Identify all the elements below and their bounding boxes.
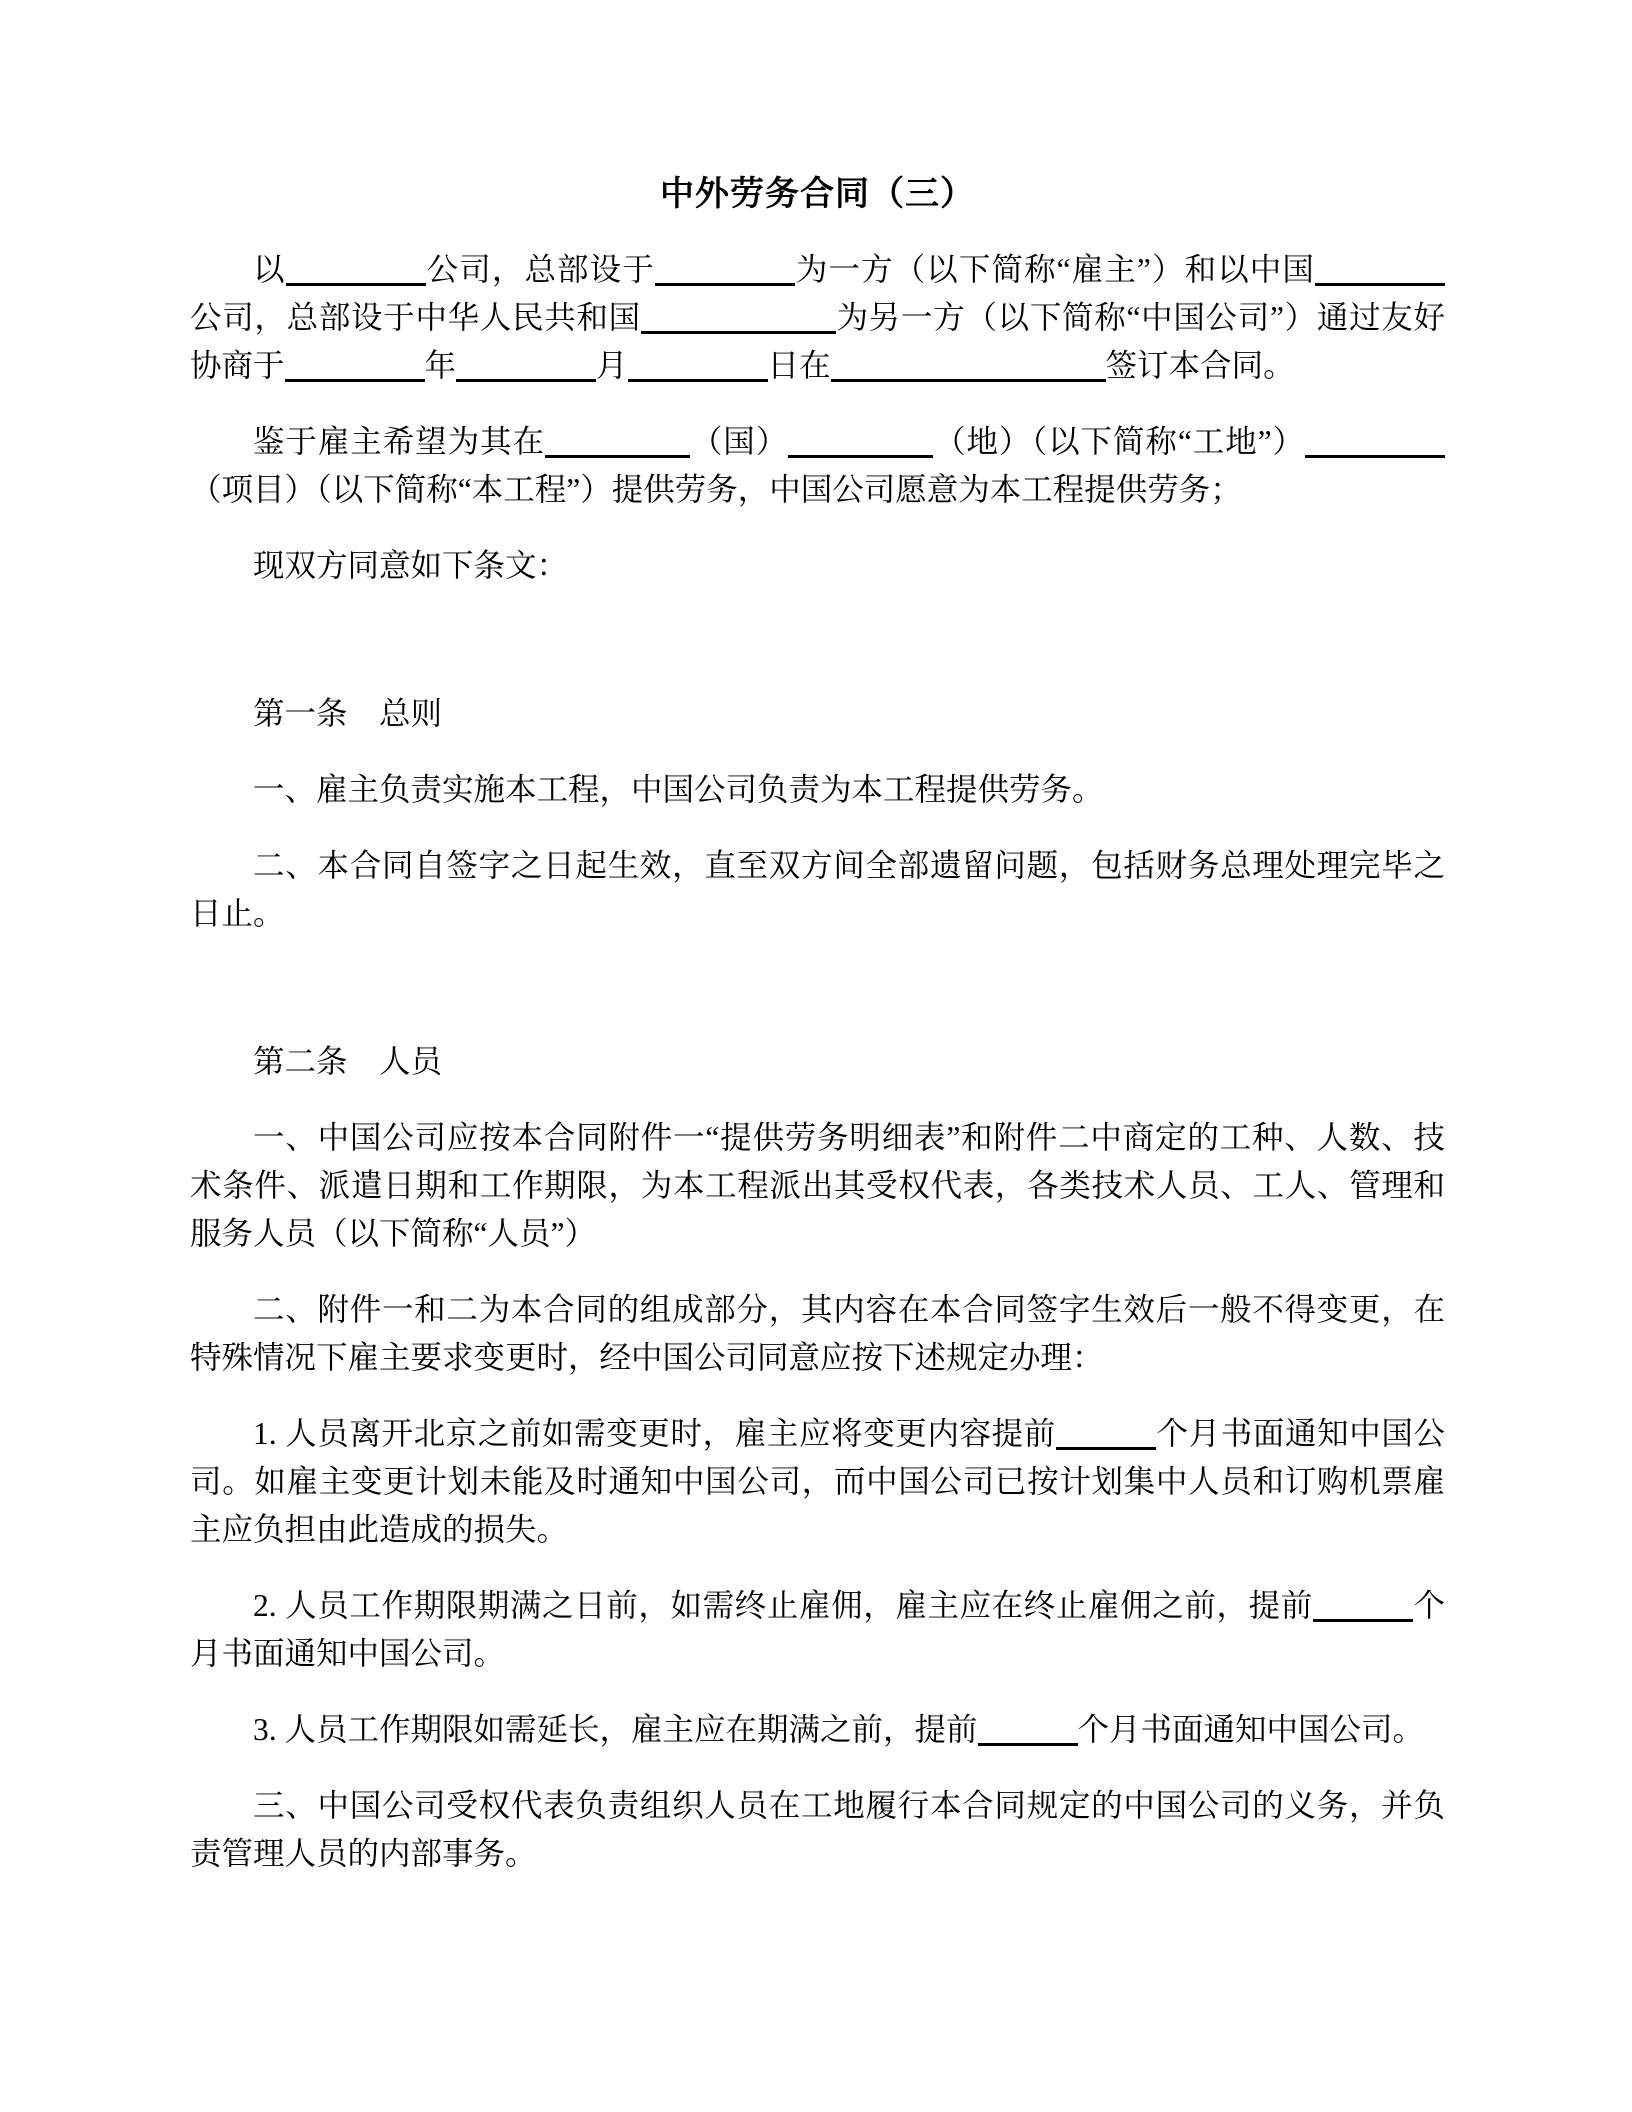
article-2-heading: 第二条 人员 bbox=[253, 1044, 443, 1079]
fill-in-blank bbox=[285, 371, 425, 382]
article-2-item-2-sub-3: 3. 人员工作期限如需延长，雇主应在期满之前，提前 个月书面通知中国公司。 bbox=[253, 1712, 1425, 1747]
article-1-item-2: 二、本合同自签字之日起生效，直至双方间全部遗留问题，包括财务总理处理完毕之日止。 bbox=[190, 848, 1445, 931]
article-2-item-3: 三、中国公司受权代表负责组织人员在工地履行本合同规定的中国公司的义务，并负责管理人员的内部事务。 bbox=[190, 1788, 1445, 1871]
fill-in-blank bbox=[286, 275, 426, 286]
fill-in-blank bbox=[545, 447, 690, 458]
fill-in-blank bbox=[831, 371, 1106, 382]
fill-in-blank bbox=[1313, 1611, 1413, 1622]
article-1-item-1: 一、雇主负责实施本工程，中国公司负责为本工程提供劳务。 bbox=[253, 772, 1104, 807]
fill-in-blank bbox=[1056, 1439, 1156, 1450]
fill-in-blank bbox=[788, 447, 933, 458]
article-2-item-2-sub-2: 2. 人员工作期限期满之日前，如需终止雇佣，雇主应在终止雇佣之前，提前 个月书面通知中国公司。 bbox=[190, 1588, 1445, 1671]
fill-in-blank bbox=[655, 275, 795, 286]
article-2-item-2-sub-1: 1. 人员离开北京之前如需变更时，雇主应将变更内容提前 个月书面通知中国公司。如雇主变更计划未能及时通知中国公司，而中国公司已按计划集中人员和订购机票雇主应负担由此造成的损失。 bbox=[190, 1416, 1445, 1547]
document-body bbox=[190, 246, 1445, 1878]
document-title: 中外劳务合同（三） bbox=[660, 175, 975, 213]
intro-parties: 以 公司，总部设于 为一方（以下简称“雇主”）和以中国公司，总部设于中华人民共和国 为另一方（以下简称“中国公司”）通过友好协商于 年 月 日在 签订本合同。 bbox=[190, 252, 1445, 383]
fill-in-blank bbox=[628, 371, 768, 382]
fill-in-blank bbox=[456, 371, 596, 382]
article-2-item-1: 一、中国公司应按本合同附件一“提供劳务明细表”和附件二中商定的工种、人数、技术条件、派遣日期和工作期限，为本工程派出其受权代表，各类技术人员、工人、管理和服务人员（以下简称“人员”） bbox=[190, 1120, 1445, 1251]
fill-in-blank bbox=[641, 323, 836, 334]
article-2-item-2: 二、附件一和二为本合同的组成部分，其内容在本合同签字生效后一般不得变更，在特殊情况下雇主要求变更时，经中国公司同意应按下述规定办理： bbox=[190, 1292, 1445, 1375]
fill-in-blank bbox=[978, 1735, 1078, 1746]
fill-in-blank bbox=[1305, 447, 1445, 458]
intro-agreement: 现双方同意如下条文： bbox=[253, 548, 569, 583]
fill-in-blank bbox=[1315, 275, 1445, 286]
article-1-heading: 第一条 总则 bbox=[253, 696, 443, 731]
intro-recital: 鉴于雇主希望为其在 （国） （地）（以下简称“工地”）（项目）（以下简称“本工程”）提供劳务，中国公司愿意为本工程提供劳务； bbox=[190, 418, 1445, 514]
